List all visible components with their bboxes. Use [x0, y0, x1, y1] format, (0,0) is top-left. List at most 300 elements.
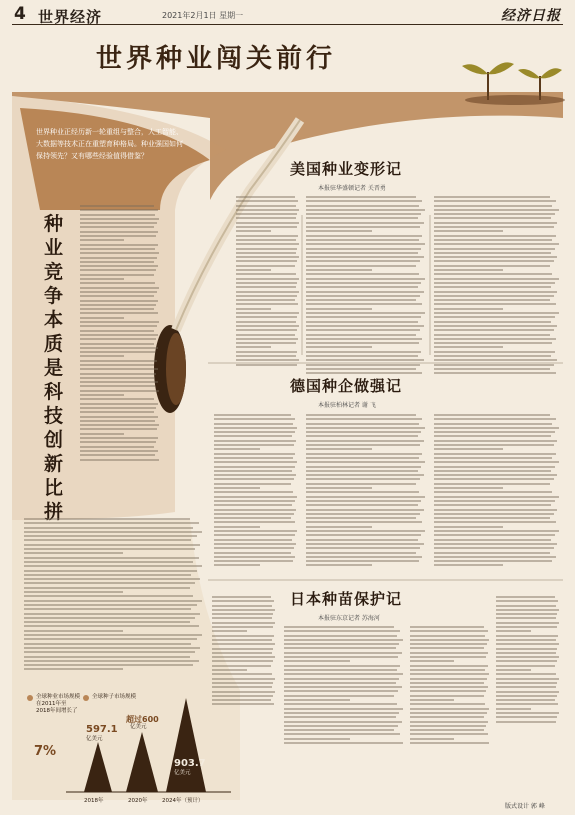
text-line [284, 678, 399, 680]
text-line [306, 282, 421, 284]
text-line [24, 638, 197, 640]
text-line [236, 342, 296, 344]
intro-text: 世界种业正经历新一轮重组与整合，人工智能、大数据等技术正在重塑育种格局。种业强国如何保持领先？又有哪些经验值得借鉴？ [36, 128, 183, 160]
text-line [80, 226, 154, 228]
text-line [80, 304, 156, 306]
text-line [214, 440, 296, 442]
text-line [80, 300, 158, 302]
bar-unit-2024: 亿美元 [174, 770, 191, 776]
section-name: 世界经济 [38, 8, 103, 26]
text-line [434, 504, 551, 506]
text-line [80, 424, 159, 426]
text-line [284, 682, 396, 684]
text-line [80, 446, 154, 448]
text-line [214, 478, 294, 480]
text-line [434, 295, 554, 297]
text-line [80, 450, 158, 452]
text-line [212, 665, 271, 667]
text-line [434, 521, 556, 523]
text-line [80, 398, 154, 400]
text-line [24, 604, 197, 606]
text-line [306, 226, 420, 228]
text-line [80, 441, 156, 443]
text-line [434, 423, 552, 425]
text-line [434, 526, 503, 528]
text-line [236, 200, 298, 202]
text-line [80, 355, 124, 357]
text-line [434, 243, 559, 245]
text-line [434, 483, 550, 485]
text-line [434, 226, 554, 228]
text-line [284, 738, 350, 740]
text-line [306, 526, 372, 528]
text-line [80, 222, 157, 224]
text-line [410, 635, 485, 637]
text-line [434, 213, 555, 215]
text-line [434, 312, 559, 314]
text-line [434, 431, 555, 433]
text-line [212, 648, 273, 650]
text-line [306, 461, 425, 463]
text-line [306, 265, 416, 267]
text-line [214, 448, 260, 450]
text-line [24, 647, 200, 649]
text-line [496, 703, 558, 705]
text-line [434, 321, 551, 323]
text-line [434, 209, 559, 211]
text-line [80, 343, 154, 345]
text-line [410, 626, 484, 628]
text-line [306, 534, 421, 536]
text-line [236, 196, 295, 198]
text-line [236, 260, 297, 262]
text-line [434, 457, 552, 459]
infographic-value-growth: 7% [34, 744, 57, 759]
text-line [236, 299, 295, 301]
text-line [410, 647, 484, 649]
text-line [80, 231, 158, 233]
text-line [410, 699, 454, 701]
text-line [236, 312, 299, 314]
text-line [212, 600, 274, 602]
text-line [306, 504, 418, 506]
text-line [306, 248, 421, 250]
jp-article-col2 [410, 626, 490, 746]
text-line [410, 665, 488, 667]
text-line [434, 368, 550, 370]
text-line [80, 321, 159, 323]
text-line [434, 299, 550, 301]
text-line [496, 669, 531, 671]
text-line [214, 457, 293, 459]
text-line [24, 578, 200, 580]
text-line [24, 634, 202, 636]
text-line [214, 418, 295, 420]
text-line [434, 487, 503, 489]
text-line [306, 269, 372, 271]
text-line [306, 235, 422, 237]
text-line [496, 622, 559, 624]
text-line [80, 239, 124, 241]
text-line [306, 325, 424, 327]
text-line [284, 708, 403, 710]
text-line [24, 613, 200, 615]
text-line [80, 373, 156, 375]
text-line [236, 209, 299, 211]
text-line [24, 608, 191, 610]
text-line [80, 428, 157, 430]
text-line [306, 342, 419, 344]
text-line [434, 539, 551, 541]
text-line [24, 522, 199, 524]
text-line [496, 652, 556, 654]
text-line [80, 214, 155, 216]
text-line [284, 712, 399, 714]
text-line [434, 372, 556, 374]
text-line [410, 682, 484, 684]
text-line [80, 377, 154, 379]
text-line [306, 355, 418, 357]
text-line [306, 474, 424, 476]
text-line [212, 605, 272, 607]
text-line [434, 230, 503, 232]
text-line [24, 557, 199, 559]
text-line [306, 556, 422, 558]
section-title-de: 德国种企做强记 [290, 377, 403, 395]
text-line [306, 368, 416, 370]
text-line [284, 733, 400, 735]
text-line [212, 652, 272, 654]
text-line [236, 303, 298, 305]
text-line [434, 543, 557, 545]
text-line [214, 474, 296, 476]
text-line [236, 222, 299, 224]
text-line [496, 643, 559, 645]
text-line [214, 526, 260, 528]
text-line [496, 699, 555, 701]
text-line [214, 444, 294, 446]
text-line [80, 205, 154, 207]
text-line [214, 504, 292, 506]
text-line [306, 427, 425, 429]
jp-article-col1 [284, 626, 404, 746]
main-title: 世界种业闯关前行 [96, 44, 337, 74]
text-line [496, 639, 556, 641]
text-line [306, 338, 422, 340]
text-line [306, 299, 416, 301]
text-line [284, 699, 350, 701]
text-line [306, 513, 420, 515]
text-line [410, 712, 487, 714]
text-line [80, 334, 158, 336]
text-line [496, 665, 555, 667]
text-line [236, 252, 296, 254]
text-line [496, 716, 557, 718]
text-line [434, 513, 554, 515]
text-line [434, 278, 559, 280]
text-line [434, 509, 557, 511]
text-line [306, 295, 420, 297]
text-line [24, 574, 191, 576]
text-line [306, 457, 419, 459]
text-line [212, 656, 275, 658]
text-line [306, 478, 420, 480]
text-line [434, 534, 555, 536]
de-article-col3 [434, 414, 560, 569]
text-line [236, 321, 296, 323]
text-line [212, 626, 273, 628]
text-line [24, 587, 190, 589]
bar-unit-2020: 亿美元 [130, 724, 147, 730]
text-line [80, 394, 124, 396]
text-line [284, 652, 402, 654]
bar-unit-2018: 亿美元 [86, 736, 103, 742]
text-line [80, 278, 124, 280]
text-line [434, 461, 559, 463]
text-line [284, 686, 402, 688]
text-line [284, 742, 403, 744]
text-line [410, 652, 488, 654]
text-line [24, 651, 195, 653]
text-line [434, 448, 503, 450]
text-line [284, 656, 398, 658]
text-line [306, 552, 416, 554]
byline-de: 本报驻柏林记者 谢 飞 [318, 402, 376, 409]
masthead-logo: 经济日报 [501, 8, 561, 24]
text-line [410, 725, 486, 727]
text-line [24, 656, 190, 658]
text-line [80, 274, 154, 276]
text-line [434, 286, 551, 288]
text-line [434, 334, 550, 336]
text-line [80, 364, 154, 366]
text-line [236, 291, 299, 293]
text-line [214, 431, 295, 433]
text-line [306, 517, 416, 519]
text-line [212, 660, 273, 662]
text-line [306, 435, 418, 437]
text-line [410, 678, 487, 680]
text-line [236, 334, 295, 336]
de-article-col1 [214, 414, 298, 569]
text-line [306, 500, 421, 502]
text-line [306, 334, 416, 336]
text-line [306, 308, 372, 310]
text-line [434, 308, 503, 310]
text-line [80, 291, 157, 293]
text-line [212, 635, 274, 637]
text-line [410, 686, 488, 688]
text-line [306, 539, 418, 541]
text-line [306, 372, 422, 374]
text-line [434, 552, 550, 554]
text-line [24, 544, 200, 546]
text-line [214, 534, 295, 536]
text-line [434, 564, 503, 566]
text-line [284, 630, 400, 632]
bar-year-2018: 2018年 [84, 798, 104, 804]
text-line [434, 470, 551, 472]
text-line [496, 682, 557, 684]
design-credit: 版式设计 郭 峰 [505, 803, 545, 810]
text-line [434, 196, 550, 198]
text-line [80, 385, 155, 387]
text-line [434, 355, 551, 357]
text-line [410, 660, 454, 662]
text-line [306, 260, 420, 262]
text-line [212, 669, 247, 671]
text-line [496, 712, 559, 714]
text-line [306, 487, 372, 489]
text-line [214, 530, 297, 532]
text-line [434, 517, 550, 519]
text-line [284, 665, 400, 667]
text-line [496, 673, 556, 675]
text-line [212, 673, 272, 675]
text-line [214, 517, 291, 519]
text-line [80, 459, 159, 461]
text-line [212, 630, 247, 632]
text-line [306, 278, 425, 280]
text-line [434, 474, 557, 476]
text-line [236, 205, 296, 207]
text-line [306, 217, 418, 219]
text-line [496, 695, 557, 697]
text-line [496, 630, 531, 632]
left-article-body [80, 205, 160, 463]
text-line [24, 643, 191, 645]
text-line [214, 556, 295, 558]
text-line [24, 518, 190, 520]
text-line [434, 444, 554, 446]
text-line [496, 721, 556, 723]
text-line [434, 316, 555, 318]
byline-us: 本报驻华盛顿记者 关晋勇 [318, 185, 386, 192]
text-line [80, 312, 158, 314]
text-line [434, 435, 551, 437]
text-line [214, 500, 295, 502]
text-line [306, 509, 424, 511]
text-line [80, 317, 124, 319]
text-line [434, 260, 554, 262]
text-line [434, 547, 554, 549]
text-line [80, 209, 158, 211]
text-line [410, 690, 486, 692]
text-line [236, 316, 297, 318]
text-line [496, 609, 559, 611]
text-line [434, 530, 559, 532]
issue-date: 2021年2月1日 星期一 [162, 11, 244, 20]
text-line [410, 669, 485, 671]
text-line [24, 582, 195, 584]
text-line [306, 364, 420, 366]
text-line [434, 440, 557, 442]
text-line [80, 308, 154, 310]
text-line [284, 647, 396, 649]
text-line [306, 564, 372, 566]
text-line [236, 364, 297, 366]
text-line [306, 440, 424, 442]
text-line [306, 547, 420, 549]
text-line [306, 200, 422, 202]
text-line [212, 617, 272, 619]
text-line [24, 621, 190, 623]
text-line [284, 626, 394, 628]
text-line [214, 466, 295, 468]
text-line [306, 196, 416, 198]
text-line [80, 282, 155, 284]
text-line [306, 213, 421, 215]
text-line [434, 338, 556, 340]
text-line [80, 351, 155, 353]
text-line [236, 273, 296, 275]
text-line [306, 448, 372, 450]
us-article-col1 [236, 196, 300, 368]
text-line [306, 230, 372, 232]
text-line [434, 453, 556, 455]
left-article-body-lower [24, 518, 204, 673]
text-line [434, 500, 555, 502]
text-line [236, 256, 299, 258]
text-line [306, 346, 372, 348]
text-line [410, 708, 489, 710]
text-line [236, 243, 299, 245]
text-line [434, 325, 557, 327]
text-line [410, 733, 488, 735]
text-line [80, 338, 156, 340]
text-line [410, 703, 485, 705]
text-line [212, 596, 271, 598]
text-line [24, 625, 199, 627]
text-line [214, 427, 297, 429]
text-line [24, 570, 197, 572]
text-line [434, 351, 555, 353]
text-line [410, 742, 489, 744]
text-line [214, 552, 291, 554]
text-line [496, 605, 556, 607]
text-line [80, 381, 158, 383]
text-line [306, 414, 416, 416]
text-line [212, 613, 273, 615]
text-line [214, 423, 293, 425]
text-line [214, 539, 292, 541]
text-line [24, 561, 193, 563]
text-line [306, 496, 425, 498]
text-line [214, 509, 296, 511]
text-line [80, 454, 155, 456]
text-line [306, 431, 421, 433]
text-line [306, 239, 419, 241]
text-line [214, 513, 294, 515]
text-line [24, 630, 123, 632]
infographic-label-growth: 全球种业市场规模在2011年至2018年间增长了 [36, 694, 81, 714]
text-line [434, 359, 557, 361]
text-line [212, 609, 275, 611]
text-line [24, 548, 195, 550]
text-line [24, 535, 197, 537]
text-line [410, 721, 488, 723]
text-line [434, 205, 552, 207]
text-line [306, 222, 424, 224]
text-line [80, 235, 156, 237]
text-line [236, 286, 296, 288]
text-line [284, 729, 394, 731]
text-line [24, 591, 123, 593]
text-line [434, 222, 557, 224]
text-line [434, 466, 555, 468]
text-line [80, 244, 158, 246]
text-line [284, 725, 398, 727]
